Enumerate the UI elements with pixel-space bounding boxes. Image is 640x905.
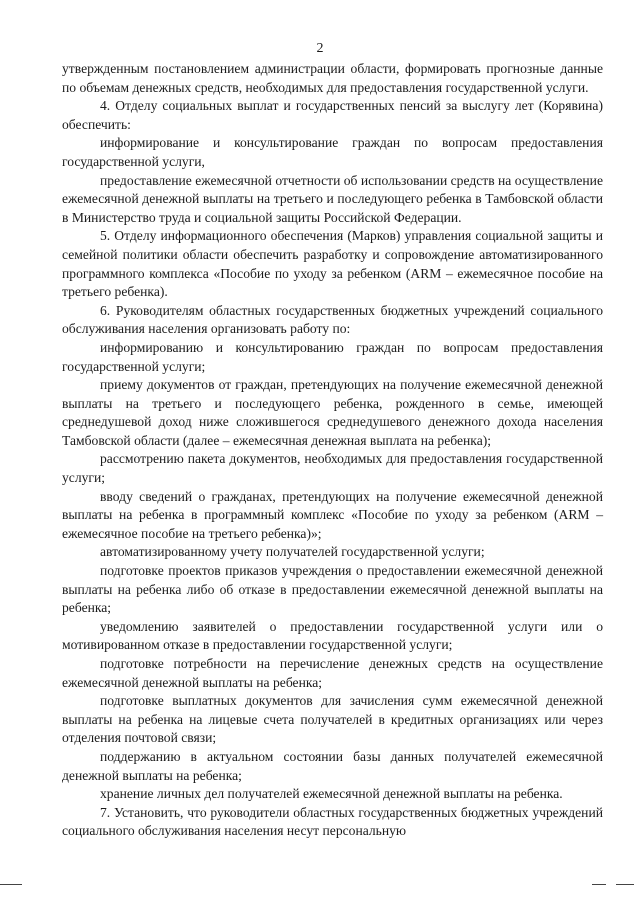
paragraph-item-6-data-entry: вводу сведений о гражданах, претендующих на получение ежемесячной денежной выплаты на ребенка в программный комплекс «Пособие по уходу за ребенком (ARM – ежемесячное пособие на третьего ребенка)»; xyxy=(62,488,603,541)
paragraph-item-6-informing: информированию и консультированию граждан по вопросам предоставления государственной услуги; xyxy=(62,339,603,374)
paragraph-item-6-orders: подготовке проектов приказов учреждения о предоставлении ежемесячной денежной выплаты на ребенка либо об отказе в предоставлении ежемесячной денежной выплаты на ребенка; xyxy=(62,563,603,616)
paragraph-item-6-documents: приему документов от граждан, претендующих на получение ежемесячной денежной выплаты на третьего и последующего ребенка, рожденного в семье, имеющей среднедушевой доход ниже сложившегося среднедушевого денежного дохода населения Тамбовской области (далее – ежемесячная денежная выплата на ребенка); xyxy=(62,377,603,448)
page-number: 2 xyxy=(316,41,324,56)
paragraph-item-6-accounting: автоматизированному учету получателей государственной услуги; xyxy=(100,544,485,560)
paragraph-continuation: утвержденным постановлением администрации области, формировать прогнозные данные по объемам денежных средств, необходимых для предоставления государственной услуги. xyxy=(62,61,603,95)
paragraph-item-6: 6. Руководителям областных государственных бюджетных учреждений социального обслуживания населения организовать работу по: xyxy=(62,302,603,337)
paragraph-item-6-payments: подготовке выплатных документов для зачисления сумм ежемесячной денежной выплаты на ребенка на лицевые счета получателей в кредитных организациях или через отделения почтовой связи; xyxy=(62,693,603,746)
paragraph-item-5: 5. Отделу информационного обеспечения (Марков) управления социальной защиты и семейной политики области обеспечить разработку и сопровождение автоматизированного программного комплекса «Пособие по уходу за ребенком (ARM – ежемесячное пособие на третьего ребенка). xyxy=(62,228,603,300)
paragraph-item-6-notification: уведомлению заявителей о предоставлении государственной услуги или о мотивированном отказе в предоставлении государственной услуги; xyxy=(62,618,603,653)
scan-edge-mark xyxy=(592,884,606,885)
paragraph-item-4: 4. Отделу социальных выплат и государственных пенсий за выслугу лет (Корявина) обеспечить: xyxy=(62,98,603,132)
paragraph-item-7: 7. Установить, что руководители областных государственных бюджетных учреждений социального обслуживания населения несут персональную xyxy=(62,804,603,839)
paragraph-item-6-funding: подготовке потребности на перечисление денежных средств на осуществление ежемесячной денежной выплаты на ребенка; xyxy=(62,656,603,690)
paragraph-item-6-files: хранение личных дел получателей ежемесячной денежной выплаты на ребенка. xyxy=(100,786,563,802)
paragraph-item-4-informing: информирование и консультирование граждан по вопросам предоставления государственной услуги, xyxy=(62,135,603,169)
scan-edge-mark xyxy=(0,884,22,885)
paragraph-item-4-reporting: предоставление ежемесячной отчетности об использовании средств на осуществление ежемесячной денежной выплаты на третьего и последующего ребенка в Тамбовской области в Министерство труда и социальной защиты Российской Федерации. xyxy=(62,172,603,225)
paragraph-item-6-review: рассмотрению пакета документов, необходимых для предоставления государственной услуги; xyxy=(62,451,603,486)
scan-edge-mark xyxy=(616,884,634,885)
document-body xyxy=(62,60,603,841)
paragraph-item-6-database: поддержанию в актуальном состоянии базы данных получателей ежемесячной денежной выплаты на ребенка; xyxy=(62,748,603,783)
